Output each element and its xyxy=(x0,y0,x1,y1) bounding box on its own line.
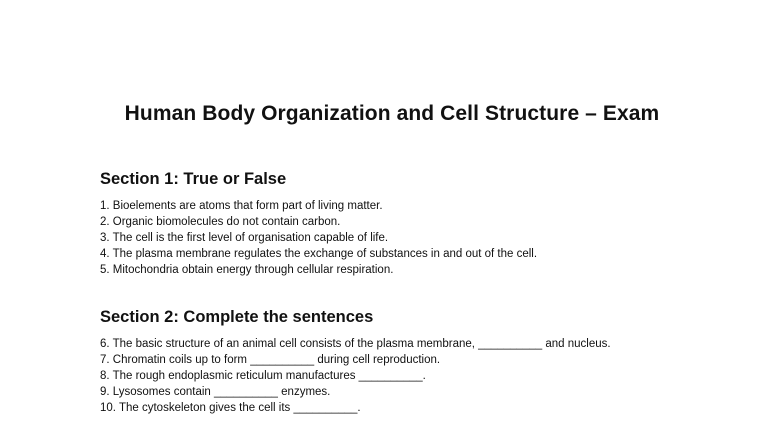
section-complete-sentences xyxy=(100,306,740,416)
question-item: 10. The cytoskeleton gives the cell its __________. xyxy=(100,402,361,414)
section-heading: Section 2: Complete the sentences xyxy=(100,308,374,326)
question-item: 9. Lysosomes contain __________ enzymes. xyxy=(100,386,331,398)
question-list xyxy=(100,198,740,278)
question-item: 3. The cell is the first level of organisation capable of life. xyxy=(100,232,389,244)
section-true-false xyxy=(100,168,740,278)
question-item: 8. The rough endoplasmic reticulum manufactures __________. xyxy=(100,370,426,382)
question-item: 4. The plasma membrane regulates the exchange of substances in and out of the cell. xyxy=(100,248,538,260)
question-item: 5. Mitochondria obtain energy through cellular respiration. xyxy=(100,264,394,276)
section-heading: Section 1: True or False xyxy=(100,170,287,188)
question-item: 6. The basic structure of an animal cell consists of the plasma membrane, __________ and nucleus. xyxy=(100,338,611,350)
question-item: 1. Bioelements are atoms that form part of living matter. xyxy=(100,200,383,212)
question-item: 7. Chromatin coils up to form __________ during cell reproduction. xyxy=(100,354,441,366)
question-list xyxy=(100,336,740,416)
question-item: 2. Organic biomolecules do not contain carbon. xyxy=(100,216,341,228)
exam-title: Human Body Organization and Cell Structure – Exam xyxy=(124,102,660,125)
